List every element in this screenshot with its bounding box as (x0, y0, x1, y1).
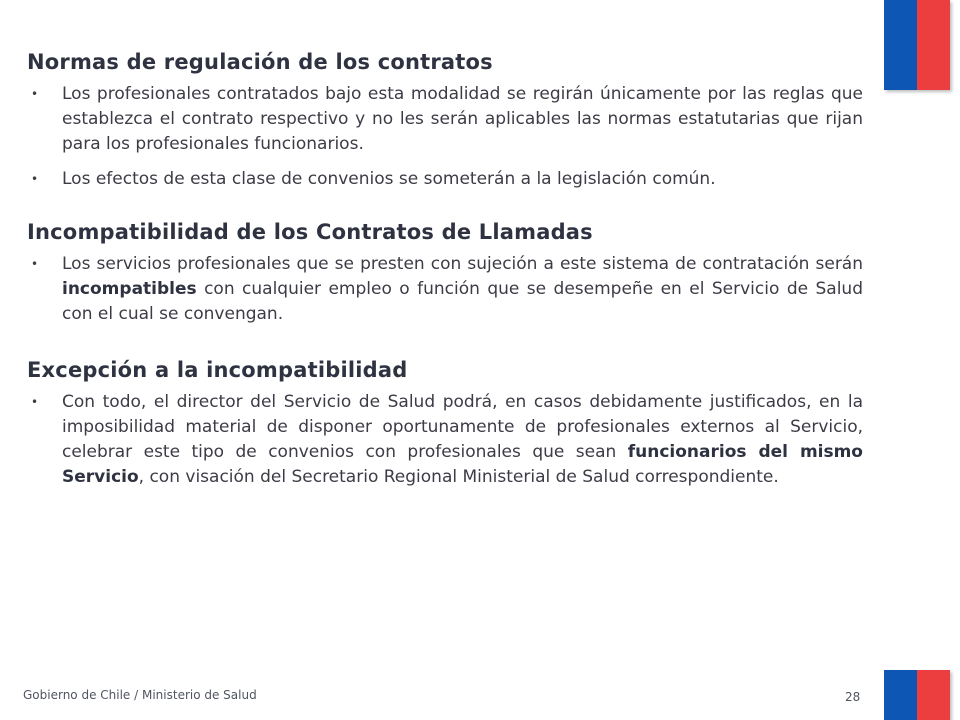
list-item (27, 82, 863, 157)
bullet-list (27, 390, 863, 490)
section-excepcion (27, 356, 863, 490)
bullet-dot-icon: • (31, 257, 39, 271)
flag-red-stripe (917, 0, 950, 90)
bullet-dot-icon: • (31, 87, 39, 101)
flag-decoration-bottom (884, 670, 950, 720)
section-title: Excepción a la incompatibilidad (27, 358, 408, 382)
bullet-text: Los profesionales contratados bajo esta modalidad se regirán únicamente por las reglas que establezca el contrato respectivo y no les serán aplicables las normas estatutarias que rijan para los profesionales funcionarios. (62, 84, 863, 154)
section-normas (27, 48, 863, 192)
bullet-list (27, 82, 863, 192)
bullet-text-start: Los servicios profesionales que se presten con sujeción a este sistema de contratación serán (62, 254, 863, 274)
list-item (27, 167, 863, 192)
footer-organization: Gobierno de Chile / Ministerio de Salud (23, 688, 257, 702)
flag-blue-stripe (884, 670, 917, 720)
bullet-text: Los efectos de esta clase de convenios se someterán a la legislación común. (62, 169, 716, 189)
bullet-text-end: , con visación del Secretario Regional Ministerial de Salud correspondiente. (138, 467, 779, 487)
bullet-dot-icon: • (31, 395, 39, 409)
section-title: Incompatibilidad de los Contratos de Llamadas (27, 220, 593, 244)
bullet-text-end: con cualquier empleo o función que se desempeñe en el Servicio de Salud con el cual se convengan. (62, 279, 863, 324)
flag-decoration-top (884, 0, 950, 90)
bullet-list (27, 252, 863, 327)
page-number: 28 (845, 690, 861, 704)
flag-blue-stripe (884, 0, 917, 90)
section-incompatibilidad (27, 218, 863, 327)
flag-red-stripe (917, 670, 950, 720)
bullet-text-start: Con todo, el director del Servicio de Salud podrá, en casos debidamente justificados, en la imposibilidad material de disponer oportunamente de profesionales externos al Servicio, celebrar este tipo de convenios con profesionales que sean (62, 392, 863, 462)
bullet-text-bold: incompatibles (62, 279, 197, 299)
slide-content (27, 48, 863, 519)
bullet-dot-icon: • (31, 172, 39, 186)
list-item (27, 390, 863, 490)
bullet-text-bold: funcionarios del mismo Servicio (62, 442, 863, 487)
list-item (27, 252, 863, 327)
section-title: Normas de regulación de los contratos (27, 50, 493, 74)
